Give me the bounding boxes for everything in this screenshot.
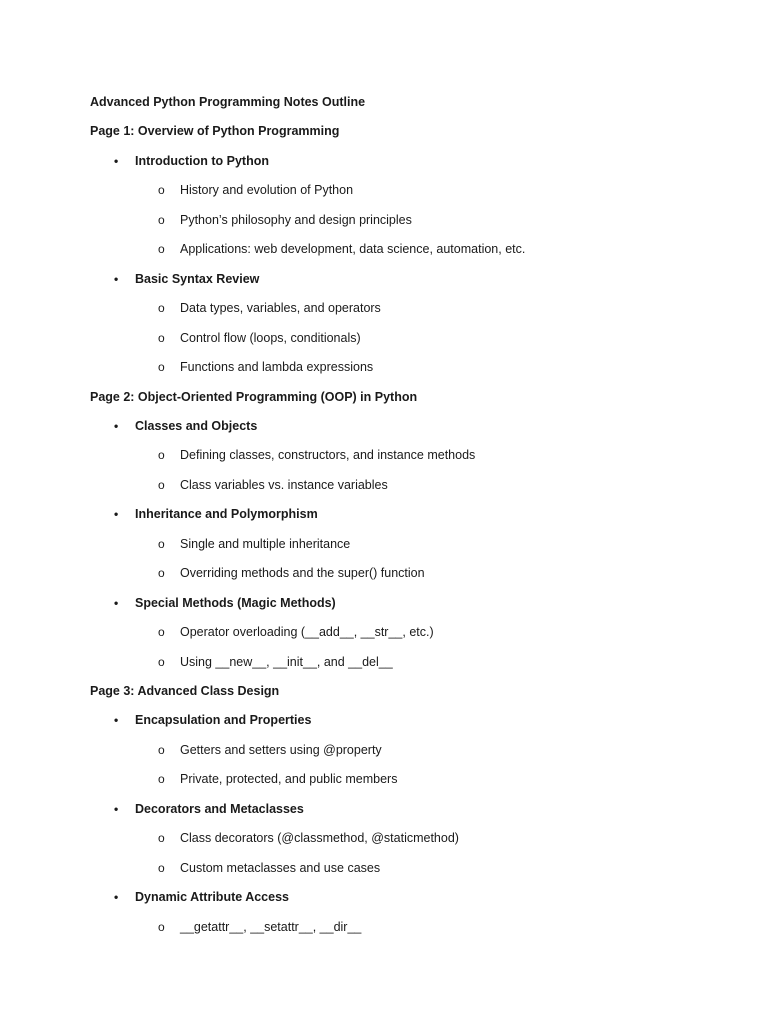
page-heading: Page 2: Object-Oriented Programming (OOP) in Python bbox=[90, 389, 418, 404]
sub-bullet-marker: o bbox=[158, 625, 165, 640]
sub-item-text: Getters and setters using @property bbox=[180, 742, 382, 757]
sub-item-text: Private, protected, and public members bbox=[180, 772, 398, 787]
sub-bullet-marker: o bbox=[158, 360, 165, 375]
page-heading: Page 1: Overview of Python Programming bbox=[90, 124, 340, 139]
section-label: Basic Syntax Review bbox=[135, 271, 260, 286]
bullet-marker: • bbox=[114, 153, 119, 168]
sub-item-text: Python’s philosophy and design principles bbox=[180, 212, 412, 227]
sub-item-text: Class variables vs. instance variables bbox=[180, 477, 388, 492]
sub-item-text: Data types, variables, and operators bbox=[180, 301, 381, 316]
sub-item-text: Operator overloading (__add__, __str__, etc.) bbox=[180, 625, 434, 640]
sub-bullet-marker: o bbox=[158, 183, 165, 198]
sub-item-text: Control flow (loops, conditionals) bbox=[180, 330, 361, 345]
bullet-marker: • bbox=[114, 418, 119, 433]
sub-item-text: Single and multiple inheritance bbox=[180, 536, 351, 551]
sub-item-text: Applications: web development, data science, automation, etc. bbox=[180, 242, 526, 257]
sub-item-text: Using __new__, __init__, and __del__ bbox=[180, 654, 393, 669]
section-label: Special Methods (Magic Methods) bbox=[135, 595, 336, 610]
sub-bullet-marker: o bbox=[158, 772, 165, 787]
sub-bullet-marker: o bbox=[158, 536, 165, 551]
sub-item-text: History and evolution of Python bbox=[180, 183, 354, 198]
sub-bullet-marker: o bbox=[158, 919, 165, 934]
bullet-marker: • bbox=[114, 890, 119, 905]
sub-bullet-marker: o bbox=[158, 566, 165, 581]
section-label: Decorators and Metaclasses bbox=[135, 801, 304, 816]
sub-bullet-marker: o bbox=[158, 301, 165, 316]
bullet-marker: • bbox=[114, 271, 119, 286]
section-label: Introduction to Python bbox=[135, 153, 270, 168]
sub-bullet-marker: o bbox=[158, 212, 165, 227]
sub-bullet-marker: o bbox=[158, 330, 165, 345]
sub-bullet-marker: o bbox=[158, 477, 165, 492]
sub-item-text: Functions and lambda expressions bbox=[180, 360, 374, 375]
bullet-marker: • bbox=[114, 713, 119, 728]
section-label: Classes and Objects bbox=[135, 418, 258, 433]
sub-bullet-marker: o bbox=[158, 831, 165, 846]
sub-bullet-marker: o bbox=[158, 448, 165, 463]
sub-bullet-marker: o bbox=[158, 860, 165, 875]
sub-bullet-marker: o bbox=[158, 242, 165, 257]
section-label: Dynamic Attribute Access bbox=[135, 890, 289, 905]
sub-item-text: Custom metaclasses and use cases bbox=[180, 860, 381, 875]
document-title: Advanced Python Programming Notes Outline bbox=[90, 95, 366, 109]
page-heading: Page 3: Advanced Class Design bbox=[90, 684, 280, 698]
sub-bullet-marker: o bbox=[158, 654, 165, 669]
section-label: Inheritance and Polymorphism bbox=[135, 507, 318, 522]
section-label: Encapsulation and Properties bbox=[135, 713, 312, 728]
sub-bullet-marker: o bbox=[158, 742, 165, 757]
sub-item-text: Defining classes, constructors, and instance methods bbox=[180, 448, 476, 463]
bullet-marker: • bbox=[114, 595, 119, 610]
bullet-marker: • bbox=[114, 801, 119, 816]
sub-item-text: __getattr__, __setattr__, __dir__ bbox=[180, 919, 362, 934]
sub-item-text: Overriding methods and the super() function bbox=[180, 566, 425, 581]
bullet-marker: • bbox=[114, 507, 119, 522]
sub-item-text: Class decorators (@classmethod, @staticmethod) bbox=[180, 831, 459, 846]
